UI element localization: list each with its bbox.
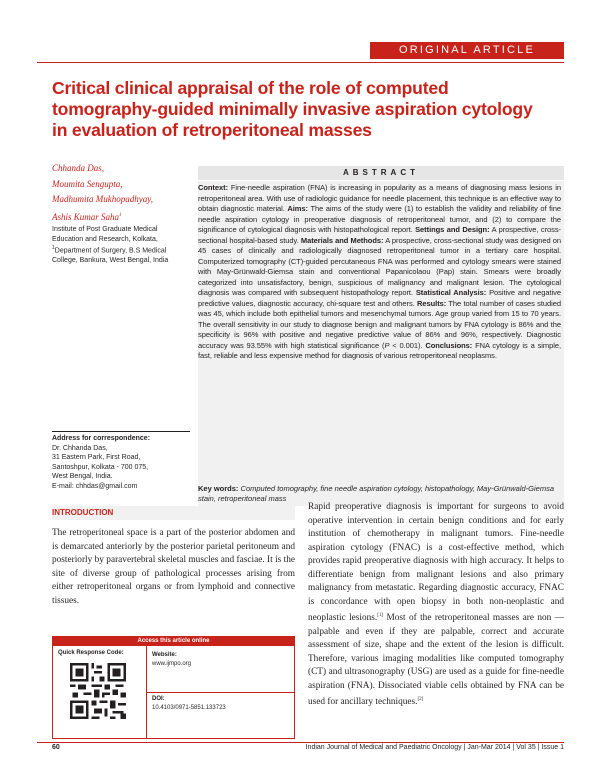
page-number: 60 [52,744,60,751]
correspondence-rule [52,431,190,432]
header-rule [37,62,564,63]
correspondence-line: Dr. Chhanda Das, [52,444,108,452]
intro-heading: INTRODUCTION [52,508,114,517]
correspondence-line: Santoshpur, Kolkata - 700 075, [52,463,149,471]
access-heading: Access this article online [52,636,295,646]
author-name: Chhanda Das, [52,163,105,173]
doi-label: DOI: [152,696,165,702]
website-label: Website: [152,652,177,658]
article-title: Critical clinical appraisal of the role of computed tomography-guided minimally invasive aspiration cytology in evaluation of retroperitoneal masses [52,78,533,140]
author-name: Moumita Sengupta, [52,178,123,189]
correspondence-block [52,434,192,491]
keywords: Key words: Computed tomography, fine needle aspiration cytology, histopathology, May-Grünwald-Giemsa stain, retroperitoneal mass [198,484,555,503]
article-type-badge: ORIGINAL ARTICLE [370,42,564,59]
abstract-heading: ABSTRACT [198,166,564,180]
footer-rule [37,742,564,743]
affiliation: Institute of Post Graduate Medical Education and Research, Kolkata, $^1$Department of Surgery, B.S Medical College, Bankura, West Bengal, India [52,226,169,264]
author-name: Ashis Kumar Saha$^1$ [52,211,122,222]
intro-paragraph: The retroperitoneal space is a part of the posterior abdomen and is demarcated anteriorly by the posterior parietal peritoneum and posteriorly by paravertebral skeletal muscles and fasciae. It is the site of diverse group of pathological processes arising from either retroperitoneal organs or from lymphoid and connective tissues. [52,528,295,606]
qr-code-icon[interactable] [70,663,126,719]
journal-citation: Indian Journal of Medical and Paediatric Oncology | Jan-Mar 2014 | Vol 35 | Issue 1 [305,744,564,751]
correspondence-email[interactable]: E-mail: chhdas@gmail.com [52,482,138,490]
correspondence-label: Address for correspondence: [52,435,151,442]
website-link[interactable]: www.ijmpo.org [152,661,192,667]
author-list [52,161,192,225]
access-divider [146,692,294,693]
correspondence-line: West Bengal, India. [52,473,113,480]
reference-link[interactable]: [2] [417,697,424,703]
correspondence-line: 31 Eastern Park, First Road, [52,454,141,461]
abstract-text: Context: Fine-needle aspiration (FNA) is increasing in popularity as a means of diagnosing mass lesions in retroperitoneal area. With use of radiologic guidance for needle placement, this technique is an effective way to obtain diagnostic material. Aims: The aims of the study were (1) to establish the validity and reliability of fine needle aspiration cytology in preoperative diagnosis of retroperitoneal tumor, and (2) to compare the significance of cytological diagnosis with histopathological report. Settings and Design: A prospective, cross-sectional hospital-based study. Materials and Methods: A prospective, cross-sectional study was designed on 45 cases of clinically and radiologically diagnosed retroperitoneal tumor in a tertiary care hospital. Computerized tomography (CT)-guided percutaneous FNA was performed and cytology smears were stained with May-Grünwald-Giemsa stain and conventional Papanicolaou (Pap) stain. Smears were broadly categorized into unsatisfactory, benign, suspicious of malignancy and malignant lesion. The cytological diagnosis was compared with subsequent histopathology report. Statistical Analysis: Positive and negative predictive values, diagnostic accuracy, chi-square test and others. Results: The total number of cases studied was 45, which include both epithelial tumors and mesenchymal tumors. Age group varied from 15 to 70 years. The overall sensitivity in our study to diagnose benign and malignant tumors by FNA cytology is 86% and the specificity is 96% with positive and negative predictive value of 86% and 96%, respectively. Diagnostic accuracy was 93.55% with high statistical significance (P < 0.001). Conclusions: FNA cytology is a simple, fast, reliable and less expensive method for diagnosis of various retroperitoneal neoplasms. [198,183,561,360]
author-name: Madhumita Mukhopadhyay, [52,194,153,204]
body-paragraph: Rapid preoperative diagnosis is important for surgeons to avoid operative intervention in certain benign conditions and for early institution of chemotherapy in malignant tumors. Fine-needle aspiration cytology (FNAC) is a cost-effective method, which provides rapid preoperative diagnosis with high accuracy. It helps to differentiate benign from malignant lesions and also primary malignancy from metastatic. Regarding diagnostic accuracy, FNAC is concordance with open biopsy in both non-neoplastic and neoplastic lesions.[1] Most of the retroperitoneal masses are non — palpable and even if they are palpable, correct and accurate assessment of size, shape and the extent of the lesion is difficult. Therefore, various imaging modalities like computed tomography (CT) and ultrasonography (USG) are used as a guide for fine-needle aspiration (FNA). Dissociated viable cells obtained by FNA can be used for ancillary techniques.[2] [308,502,564,708]
qr-label: Quick Response Code: [58,650,124,656]
doi-link[interactable]: 10.4103/0971-5851.133723 [152,705,226,711]
reference-link[interactable]: [1] [377,613,384,618]
